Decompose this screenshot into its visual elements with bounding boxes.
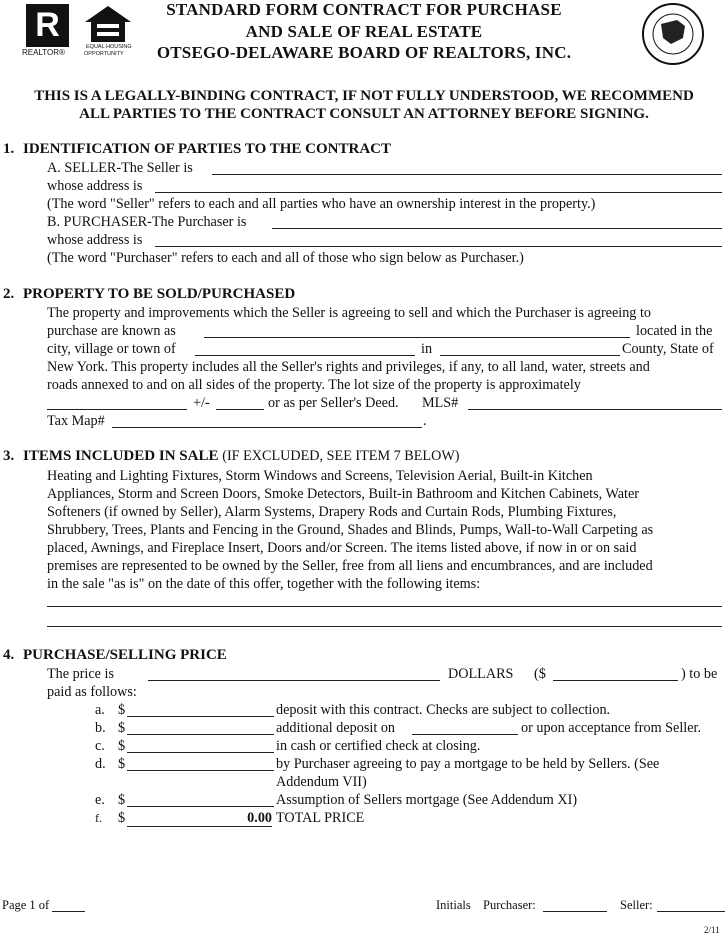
purchaser-address-label: whose address is <box>47 232 143 248</box>
payment-desc-c: in cash or certified check at closing. <box>276 738 481 754</box>
payment-letter-d: d. <box>95 756 106 772</box>
dollar-open: ($ <box>534 666 546 682</box>
seller-note: (The word "Seller" refers to each and all parties who have an ownership interest in the property.) <box>47 196 596 212</box>
eho-caption-1: EQUAL HOUSING <box>86 44 132 50</box>
purchaser-label: B. PURCHASER-The Purchaser is <box>47 214 247 230</box>
paid-as-follows-label: paid as follows: <box>47 684 137 700</box>
items-line-1: Heating and Lighting Fixtures, Storm Windows and Screens, Television Aerial, Built-in Kitchen <box>47 468 593 484</box>
payment-currency-e: $ <box>118 792 126 808</box>
warning-line-2: ALL PARTIES TO THE CONTRACT CONSULT AN ATTORNEY BEFORE SIGNING. <box>79 106 649 122</box>
tax-map-field[interactable] <box>112 427 422 428</box>
property-line-2a: purchase are known as <box>47 323 176 339</box>
mls-field[interactable] <box>468 409 722 410</box>
payment-desc-d: by Purchaser agreeing to pay a mortgage to be held by Sellers. (See <box>276 756 660 772</box>
seller-address-field[interactable] <box>155 192 722 193</box>
property-line-6b: or as per Seller's Deed. <box>268 395 399 411</box>
property-line-7a: Tax Map# <box>47 413 105 429</box>
payment-letter-f: f. <box>95 811 102 825</box>
property-line-3c: County, State of <box>622 341 714 357</box>
purchaser-name-field[interactable] <box>272 228 722 229</box>
initials-seller-label: Seller: <box>620 898 653 912</box>
page-label: Page 1 of <box>2 898 50 912</box>
section-3-heading-note: (IF EXCLUDED, SEE ITEM 7 BELOW) <box>222 448 460 464</box>
lot-size-field[interactable] <box>47 409 187 410</box>
realtor-caption: REALTOR® <box>22 48 65 57</box>
section-1-number: 1. <box>3 141 15 157</box>
payment-desc-e: Assumption of Sellers mortgage (See Addendum XI) <box>276 792 578 808</box>
title-line-1: STANDARD FORM CONTRACT FOR PURCHASE <box>166 0 562 19</box>
initials-purchaser-label: Purchaser: <box>483 898 536 912</box>
purchaser-note: (The word "Purchaser" refers to each and all of those who sign below as Purchaser.) <box>47 250 524 266</box>
property-line-4: New York. This property includes all the Seller's rights and privileges, if any, to all land, water, streets and <box>47 359 650 375</box>
additional-items-line-2[interactable] <box>47 626 722 627</box>
payment-desc-b: additional deposit on <box>276 720 396 736</box>
payment-amount-c-field[interactable] <box>127 752 274 753</box>
title-line-3: OTSEGO-DELAWARE BOARD OF REALTORS, INC. <box>156 43 572 62</box>
additional-deposit-date-field[interactable] <box>412 734 518 735</box>
price-numeric-field[interactable] <box>553 680 678 681</box>
section-2-heading: PROPERTY TO BE SOLD/PURCHASED <box>23 286 296 302</box>
payment-currency-f: $ <box>118 810 126 826</box>
purchaser-address-field[interactable] <box>155 246 722 247</box>
items-line-5: placed, Awnings, and Fireplace Insert, Doors and/or Screen. The items listed above, if now in or on said <box>47 540 637 556</box>
dollar-close: ) to be <box>681 666 718 682</box>
section-3-heading: ITEMS INCLUDED IN SALE (IF EXCLUDED, SEE ITEM 7 BELOW) <box>23 448 460 464</box>
section-2-number: 2. <box>3 286 15 302</box>
payment-letter-c: c. <box>95 738 105 754</box>
items-line-7: in the sale "as is" on the date of this offer, together with the following items: <box>47 576 481 592</box>
property-line-2b: located in the <box>636 323 713 339</box>
property-line-6a: +/- <box>193 395 210 411</box>
items-line-4: Shrubbery, Trees, Plants and Fencing in the Ground, Shades and Blinds, Pumps, Wall-to-Wall Carpeting as <box>47 522 654 538</box>
payment-currency-a: $ <box>118 702 126 718</box>
lot-size-tolerance-field[interactable] <box>216 409 264 410</box>
purchaser-initials-field[interactable] <box>543 911 607 912</box>
section-4-number: 4. <box>3 647 15 663</box>
payment-letter-e: e. <box>95 792 105 808</box>
additional-items-line-1[interactable] <box>47 606 722 607</box>
property-line-7b: . <box>423 413 427 429</box>
items-line-6: premises are represented to be owned by the Seller, free from all liens and encumbrances, and are included <box>47 558 653 574</box>
items-line-2: Appliances, Storm and Screen Doors, Smoke Detectors, Built-in Bathroom and Kitchen Cabinets, Water <box>47 486 639 502</box>
county-field[interactable] <box>440 355 620 356</box>
property-known-as-field[interactable] <box>204 337 630 338</box>
property-line-1: The property and improvements which the Seller is agreeing to sell and which the Purchaser is agreeing to <box>47 305 651 321</box>
property-line-6c: MLS# <box>422 395 459 411</box>
payment-amount-b-field[interactable] <box>127 734 274 735</box>
dollars-label: DOLLARS <box>448 666 514 682</box>
seller-address-label: whose address is <box>47 178 143 194</box>
items-line-3: Softeners (if owned by Seller), Alarm Systems, Drapery Rods and Curtain Rods, Plumbing Fixtures, <box>47 504 617 520</box>
payment-letter-b: b. <box>95 720 106 736</box>
price-words-field[interactable] <box>148 680 440 681</box>
nys-association-seal-icon <box>641 2 705 66</box>
property-line-3a: city, village or town of <box>47 341 176 357</box>
page-number: 2/11 <box>704 925 720 935</box>
property-line-5: roads annexed to and on all sides of the property. The lot size of the property is approximately <box>47 377 581 393</box>
seller-initials-field[interactable] <box>657 911 725 912</box>
payment-desc-a: deposit with this contract. Checks are subject to collection. <box>276 702 611 718</box>
initials-label: Initials <box>436 898 471 912</box>
section-4-heading: PURCHASE/SELLING PRICE <box>23 647 227 663</box>
payment-letter-a: a. <box>95 702 105 718</box>
payment-amount-e-field[interactable] <box>127 806 274 807</box>
property-line-3b: in <box>421 341 433 357</box>
title-line-2: AND SALE OF REAL ESTATE <box>245 22 483 41</box>
section-3-number: 3. <box>3 448 15 464</box>
payment-desc-b2: or upon acceptance from Seller. <box>521 720 702 736</box>
section-1-heading: IDENTIFICATION OF PARTIES TO THE CONTRACT <box>23 141 392 157</box>
total-pages-field[interactable] <box>52 911 85 912</box>
realtor-logo: R <box>26 4 69 47</box>
warning-line-1: THIS IS A LEGALLY-BINDING CONTRACT, IF NOT FULLY UNDERSTOOD, WE RECOMMEND <box>34 88 694 104</box>
payment-currency-d: $ <box>118 756 126 772</box>
payment-amount-d-field[interactable] <box>127 770 274 771</box>
price-label: The price is <box>47 666 114 682</box>
payment-desc-d-cont: Addendum VII) <box>276 774 367 790</box>
total-price-field[interactable]: 0.00 <box>127 809 272 827</box>
payment-amount-a-field[interactable] <box>127 716 274 717</box>
municipality-field[interactable] <box>195 355 415 356</box>
payment-desc-f: TOTAL PRICE <box>276 810 365 826</box>
seller-name-field[interactable] <box>212 174 722 175</box>
payment-currency-c: $ <box>118 738 126 754</box>
seller-label: A. SELLER-The Seller is <box>47 160 193 176</box>
payment-currency-b: $ <box>118 720 126 736</box>
eho-caption-2: OPPORTUNITY <box>84 51 124 57</box>
